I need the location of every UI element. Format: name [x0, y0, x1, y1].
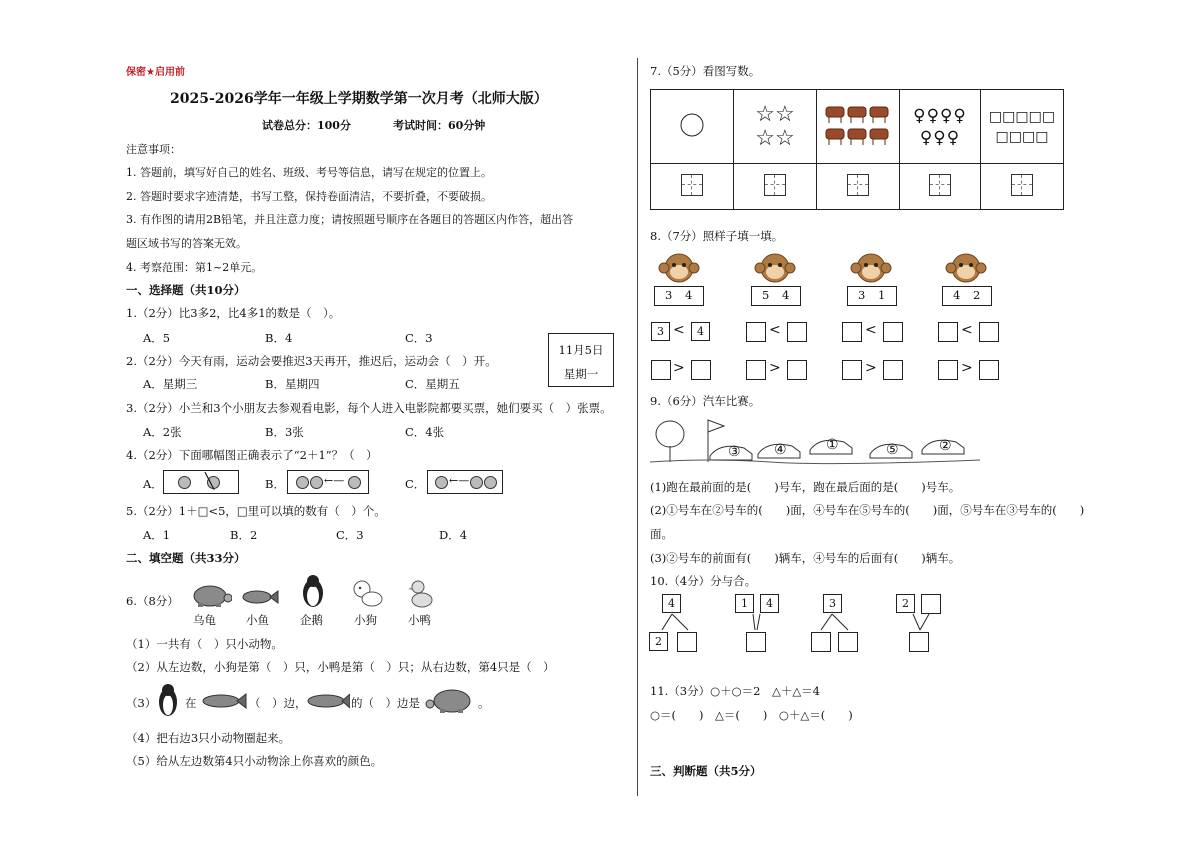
answer-box[interactable]	[691, 360, 711, 380]
monkey-card	[751, 286, 801, 306]
arrow-left-icon: ←—	[449, 474, 470, 487]
notice-item: 4. 考察范围：第1~2单元。	[126, 261, 263, 274]
card-number: 1	[878, 288, 886, 302]
q9-stem: 9.（6分）汽车比赛。	[650, 394, 761, 408]
star-icon: ☆☆ ☆☆	[755, 101, 795, 151]
turtle-icon	[188, 582, 232, 608]
notice-heading: 注意事项：	[126, 143, 181, 156]
fish-icon	[239, 588, 279, 606]
q1-option-b[interactable]: B．4	[265, 331, 293, 345]
q5-option-a[interactable]: A．1	[143, 528, 171, 542]
q10-stem: 10.（4分）分与合。	[650, 574, 757, 588]
answer-box[interactable]	[909, 632, 929, 652]
animal-label: 小鱼	[246, 613, 269, 627]
q7-answer-box[interactable]	[981, 164, 1064, 210]
q1-stem: 1.（2分）比3多2，比4多1的数是（ ）。	[126, 306, 341, 320]
monkey-icon	[944, 251, 988, 285]
square-icon: □□□□□ □□□□	[988, 108, 1056, 145]
less-than-sign: <	[769, 322, 781, 338]
less-than-sign: <	[673, 322, 685, 338]
calendar-date: 11月5日	[558, 343, 604, 357]
notice-item: 2. 答题时要求字迹清楚，书写工整，保持卷面清洁，不要折叠，不要破损。	[126, 190, 492, 203]
q7-answer-box[interactable]	[817, 164, 900, 210]
confidential-label: 保密★启用前	[126, 67, 185, 78]
q6-line3-of: 的（ ）边是	[351, 696, 420, 710]
q9-line3: (3)②号车的前面有( )辆车，④号车的后面有( )辆车。	[650, 551, 961, 565]
card-number: 5	[762, 288, 770, 302]
answer-box[interactable]	[938, 322, 958, 342]
circle-icon	[470, 476, 483, 489]
q9-line2-cont: 面。	[650, 527, 673, 541]
animal-label: 小鸭	[408, 613, 431, 627]
card-number: 4	[685, 288, 693, 302]
q7-cell-stars	[734, 90, 817, 164]
q1-option-c[interactable]: C．3	[405, 331, 433, 345]
q7-answer-box[interactable]	[734, 164, 817, 210]
q3-stem: 3.（2分）小兰和3个小朋友去参观看电影，每个人进入电影院都要买票，她们要买（ ）张票。	[126, 401, 612, 415]
female-symbol-icon: ♀♀♀♀ ♀♀♀	[913, 105, 967, 148]
grid-box-icon	[847, 174, 869, 196]
q6-line3-end: 。	[478, 696, 490, 710]
q2-option-b[interactable]: B．星期四	[265, 377, 320, 391]
arrow-left-icon: ←—	[324, 474, 345, 487]
turtle-icon	[424, 686, 476, 714]
calendar-card	[548, 333, 614, 387]
notice-item: 1. 答题前，填写好自己的姓名、班级、考号等信息，请写在规定的位置上。	[126, 166, 492, 179]
grid-box-icon	[1011, 174, 1033, 196]
monkey-card	[847, 286, 897, 306]
answer-box[interactable]	[811, 632, 831, 652]
q1-option-a[interactable]: A．5	[143, 331, 171, 345]
q5-option-b[interactable]: B．2	[230, 528, 258, 542]
circle-icon	[348, 476, 361, 489]
section1-heading: 一、选择题（共10分）	[126, 283, 246, 297]
monkey-icon	[753, 251, 797, 285]
q5-option-c[interactable]: C．3	[336, 528, 364, 542]
q4-figure-c	[427, 470, 503, 494]
answer-box[interactable]	[842, 360, 862, 380]
q5-stem: 5.（2分）1＋□<5，□里可以填的数有（ ）个。	[126, 504, 386, 518]
q4-option-a[interactable]: A．	[143, 477, 163, 491]
answer-box[interactable]	[883, 322, 903, 342]
q3-option-b[interactable]: B．3张	[265, 425, 304, 439]
section3-heading: 三、判断题（共5分）	[650, 764, 762, 778]
car-number: ③	[728, 444, 741, 460]
grid-box-icon	[929, 174, 951, 196]
q5-option-d[interactable]: D．4	[439, 528, 468, 542]
q6-line4: （4）把右边3只小动物圈起来。	[126, 731, 291, 745]
answer-box[interactable]	[746, 322, 766, 342]
column-divider	[637, 58, 638, 796]
bond-bottom-box: 2	[649, 632, 668, 651]
car-number: ⑤	[886, 442, 899, 458]
q2-option-a[interactable]: A．星期三	[143, 377, 198, 391]
answer-box[interactable]	[746, 632, 766, 652]
car-number: ①	[826, 437, 839, 453]
q7-cell-circle	[651, 90, 734, 164]
q3-option-c[interactable]: C．4张	[405, 425, 445, 439]
less-than-sign: <	[865, 322, 877, 338]
grid-box-icon	[681, 174, 703, 196]
circle-icon	[310, 476, 323, 489]
card-number: 4	[782, 288, 790, 302]
greater-than-sign: >	[673, 360, 685, 376]
q4-figure-b	[287, 470, 369, 494]
q4-option-b[interactable]: B．	[265, 477, 285, 491]
q9-line1: (1)跑在最前面的是( )号车，跑在最后面的是( )号车。	[650, 480, 961, 494]
monkey-icon	[657, 251, 701, 285]
answer-box[interactable]	[677, 632, 697, 652]
answer-box[interactable]	[787, 322, 807, 342]
car-number: ④	[774, 442, 787, 458]
example-box: 4	[691, 322, 710, 341]
answer-box[interactable]	[838, 632, 858, 652]
q6-stem: 6.（8分）	[126, 594, 179, 608]
q4-option-c[interactable]: C．	[405, 477, 426, 491]
bond-top-box: 3	[823, 594, 842, 613]
bond-top-box: 4	[662, 594, 681, 613]
q11-stem: 11.（3分）○＋○＝2 △＋△＝4	[650, 684, 820, 698]
circle-icon	[484, 476, 497, 489]
calendar-weekday: 星期一	[563, 367, 599, 381]
q6-line2: （2）从左边数，小狗是第（ ）只，小鸭是第（ ）只；从右边数，第4只是（ ）	[126, 660, 555, 674]
answer-box[interactable]	[651, 360, 671, 380]
card-number: 3	[665, 288, 673, 302]
q8-stem: 8.（7分）照样子填一填。	[650, 229, 784, 243]
q7-stem: 7.（5分）看图写数。	[650, 64, 761, 78]
car-race-illustration	[650, 416, 980, 468]
animal-label: 小狗	[354, 613, 377, 627]
answer-box[interactable]	[979, 360, 999, 380]
grid-box-icon	[764, 174, 786, 196]
q6-line1: （1）一共有（ ）只小动物。	[126, 637, 283, 651]
q7-table	[650, 89, 1064, 210]
example-box: 3	[651, 322, 670, 341]
q7-answer-box[interactable]	[651, 164, 734, 210]
duck-icon	[408, 578, 434, 610]
exam-time: 考试时间：60分钟	[393, 119, 486, 132]
greater-than-sign: >	[769, 360, 781, 376]
circle-icon	[679, 112, 705, 138]
monkey-card	[654, 286, 704, 306]
fish-icon	[199, 691, 247, 711]
answer-box[interactable]	[921, 594, 941, 614]
card-number: 4	[953, 288, 961, 302]
q2-stem: 2.（2分）今天有雨，运动会要推迟3天再开，推迟后，运动会（ ）开。	[126, 354, 497, 368]
answer-box[interactable]	[842, 322, 862, 342]
animal-label: 企鹅	[300, 613, 323, 627]
monkey-card	[942, 286, 992, 306]
penguin-icon	[299, 573, 327, 609]
bond-top-box: 2	[896, 594, 915, 613]
bond-top-box: 1	[735, 594, 754, 613]
monkey-icon	[849, 251, 893, 285]
q3-option-a[interactable]: A．2张	[143, 425, 182, 439]
penguin-icon	[155, 682, 181, 718]
q7-cell-cattle	[817, 90, 900, 164]
q7-answer-box[interactable]	[900, 164, 981, 210]
notice-item: 题区域书写的答案无效。	[126, 237, 247, 250]
q6-line5: （5）给从左边数第4只小动物涂上你喜欢的颜色。	[126, 754, 383, 768]
cattle-icon	[822, 99, 894, 151]
circle-icon	[296, 476, 309, 489]
circle-icon	[178, 476, 191, 489]
circle-icon	[435, 476, 448, 489]
q9-line2: (2)①号车在②号车的( )面，④号车在⑤号车的( )面，⑤号车在③号车的( )	[650, 503, 1085, 517]
greater-than-sign: >	[865, 360, 877, 376]
q7-cell-squares	[981, 90, 1064, 164]
fish-icon	[304, 691, 350, 711]
q2-option-c[interactable]: C．星期五	[405, 377, 460, 391]
answer-box[interactable]	[746, 360, 766, 380]
answer-box[interactable]	[883, 360, 903, 380]
section2-heading: 二、填空题（共33分）	[126, 551, 246, 565]
answer-box[interactable]	[979, 322, 999, 342]
q4-stem: 4.（2分）下面哪幅图正确表示了“2＋1”？（ ）	[126, 448, 378, 462]
answer-box[interactable]	[787, 360, 807, 380]
q7-cell-female-symbols	[900, 90, 981, 164]
q6-line3-at: 在	[185, 696, 197, 710]
notice-item: 3. 有作图的请用2B铅笔，并且注意力度；请按照题号顺序在各题目的答题区内作答，超出答	[126, 213, 574, 226]
q6-line3-prefix: （3）	[126, 696, 157, 710]
car-number: ②	[939, 438, 952, 454]
q11-answer-line: ○＝( ) △＝( ) ○＋△＝( )	[650, 708, 853, 722]
answer-box[interactable]	[938, 360, 958, 380]
card-number: 2	[973, 288, 981, 302]
q6-line3-side: （ ）边，	[249, 696, 307, 710]
card-number: 3	[858, 288, 866, 302]
page-title: 2025-2026学年一年级上学期数学第一次月考（北师大版）	[170, 91, 548, 107]
q4-figure-a	[163, 470, 239, 494]
animal-label: 乌龟	[193, 613, 216, 627]
bond-top-box: 4	[760, 594, 779, 613]
puppy-icon	[350, 577, 384, 609]
total-score: 试卷总分：100分	[262, 119, 351, 132]
greater-than-sign: >	[961, 360, 973, 376]
less-than-sign: <	[961, 322, 973, 338]
slash-icon: ╲	[205, 472, 215, 490]
